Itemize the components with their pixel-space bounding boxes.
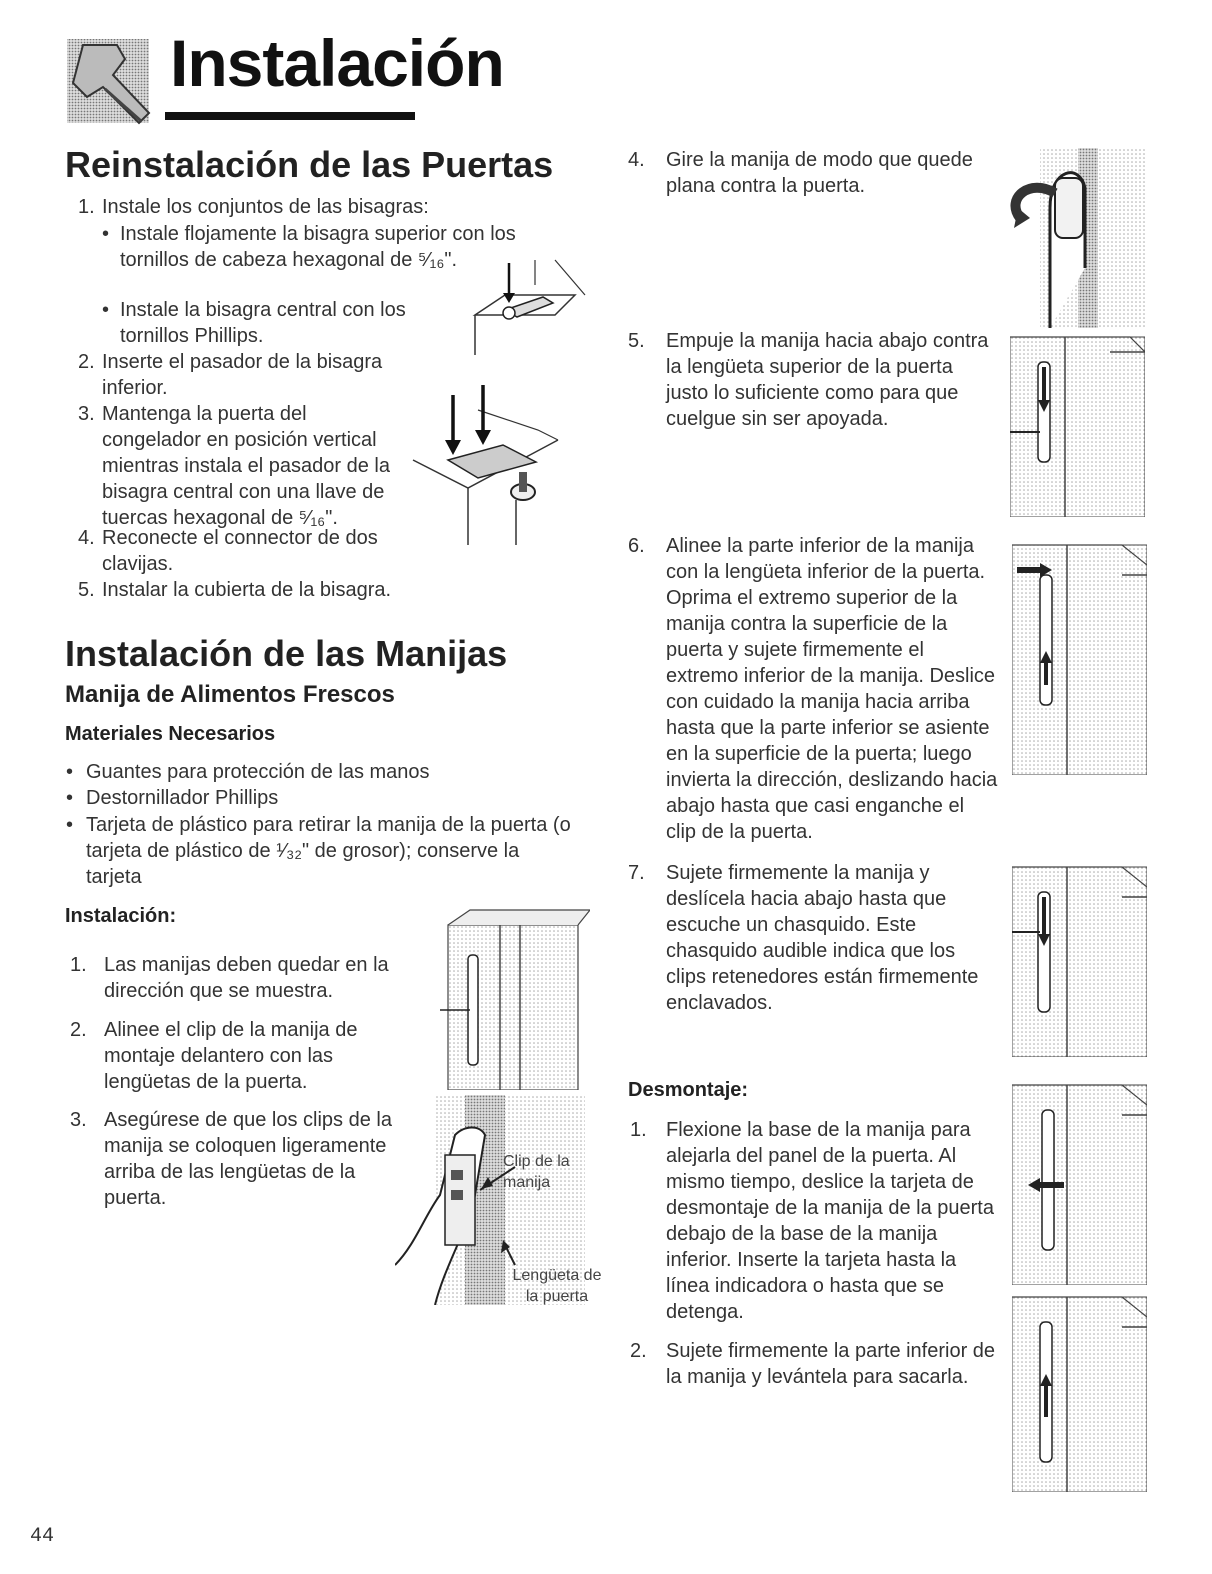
list-item: 4. Gire la manija de modo que quede plana contra la puerta. [628, 149, 973, 197]
list-item: 1. Instale los conjuntos de las bisagras: [78, 196, 429, 218]
align-handle-illustration [1012, 535, 1147, 775]
clip-label: Clip de la manija [503, 1153, 570, 1191]
list-item: 2. Inserte el pasador de la bisagra inferior. [78, 351, 383, 399]
materials-heading: Materiales Necesarios [65, 723, 276, 745]
lift-handle-illustration [1012, 1292, 1147, 1492]
title-underline [165, 112, 415, 120]
list-item: • Instale flojamente la bisagra superior con los tornillos de cabeza hexagonal de ⁵⁄₁₆". [102, 223, 516, 271]
list-item: 2. Alinee el clip de la manija de montaje delantero con las lengüetas de la puerta. [70, 1019, 358, 1093]
header-logo [65, 35, 160, 130]
tab-label: Lengüeta de la puerta [512, 1267, 602, 1305]
list-item: 1. Las manijas deben quedar en la dirección que se muestra. [70, 954, 389, 1002]
rotate-handle-illustration [1010, 148, 1145, 328]
list-item: • Guantes para protección de las manos [66, 761, 430, 783]
refrigerator-handle-illustration [440, 905, 590, 1090]
list-item: • Destornillador Phillips [66, 787, 279, 809]
list-item: 3. Mantenga la puerta del congelador en posición vertical mientras instala el pasador de la bisagra central con una llave de tuercas hexagonal de ⁵⁄₁₆". [78, 403, 390, 529]
list-item: 5. Empuje la manija hacia abajo contra la lengüeta superior de la puerta justo lo suficiente como para que cuelgue sin ser apoyada. [628, 330, 989, 430]
section-heading-reinstall: Reinstalación de las Puertas [65, 144, 554, 185]
wrench-icon [65, 35, 160, 130]
page-number: 44 [30, 1525, 55, 1548]
list-item: • Tarjeta de plástico para retirar la manija de la puerta (o tarjeta de plástico de ¹⁄₃₂" de grosor); conserve la tarjeta [66, 814, 571, 888]
list-item: 3. Asegúrese de que los clips de la manija se coloquen ligeramente arriba de las lengüetas de la puerta. [70, 1109, 392, 1209]
upper-hinge-illustration [465, 255, 590, 365]
install-heading: Instalación: [65, 905, 177, 927]
list-item: 5. Instalar la cubierta de la bisagra. [78, 579, 392, 601]
list-item: 4. Reconecte el connector de dos clavijas. [78, 527, 378, 575]
list-item: 1. Flexione la base de la manija para alejarla del panel de la puerta. Al mismo tiempo, deslice la tarjeta de desmontaje de la manija de la puerta debajo de la base de la manija inferior. Inserte la tarjeta hasta la línea indicadora o hasta que se detenga. [630, 1119, 994, 1323]
section-heading-handles: Instalación de las Manijas [65, 633, 508, 674]
list-item: 2. Sujete firmemente la parte inferior de la manija y levántela para sacarla. [630, 1340, 996, 1388]
center-hinge-illustration [408, 380, 568, 550]
subheading-fresh-food: Manija de Alimentos Frescos [65, 681, 395, 708]
list-item: • Instale la bisagra central con los tornillos Phillips. [102, 299, 406, 347]
list-item: 6. Alinee la parte inferior de la manija con la lengüeta inferior de la puerta. Oprima el extremo superior de la manija contra la superficie de la puerta y sujete firmemente el extremo inferior de la manija. Deslice con cuidado la manija hacia arriba hasta que la parte inferior se asiente en la superficie de la puerta; luego invierta la dirección, deslizando hacia abajo hasta que casi enganche el clip de la puerta. [628, 535, 998, 843]
snap-handle-illustration [1012, 862, 1147, 1057]
removal-heading: Desmontaje: [628, 1079, 749, 1101]
removal-card-illustration [1012, 1080, 1147, 1285]
list-item: 7. Sujete firmemente la manija y deslícela hacia abajo hasta que escuche un chasquido. Este chasquido audible indica que los clips retenedores están firmemente enclavados. [628, 862, 979, 1014]
page-title: Instalación [170, 26, 504, 100]
push-handle-down-illustration [1010, 332, 1145, 517]
